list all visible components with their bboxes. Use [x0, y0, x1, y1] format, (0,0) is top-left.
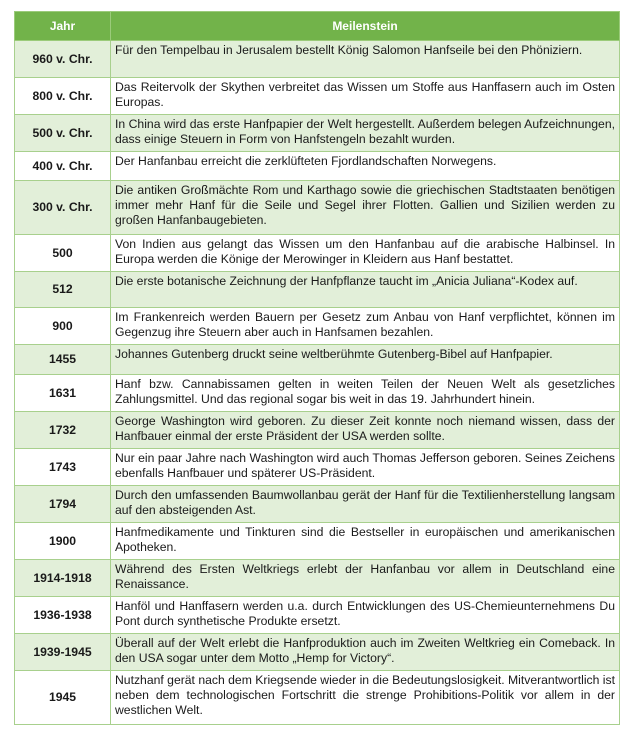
- table-row: [15, 597, 620, 634]
- milestone-cell: Der Hanfanbau erreicht die zerklüfteten Fjordlandschaften Norwegens.: [111, 152, 620, 181]
- table-row: [15, 449, 620, 486]
- year-cell: 900: [15, 308, 111, 345]
- milestone-cell: Nutzhanf gerät nach dem Kriegsende wieder in die Bedeutungslosigkeit. Mitverantwortlich ist neben dem technologischen Fortschritt die strenge Prohibitions-Politik vor allem in der westlichen Welt.: [111, 671, 620, 725]
- milestone-cell: Die antiken Großmächte Rom und Karthago sowie die griechischen Stadtstaaten benötigen immer mehr Hanf für die Seile und Segel ihrer Flotten. Gallien und Sizilien werden zu großen Hanfanbaugebieten.: [111, 181, 620, 235]
- milestone-cell: Hanföl und Hanffasern werden u.a. durch Entwicklungen des US-Chemieunternehmens Du Pont durch synthetische Produkte ersetzt.: [111, 597, 620, 634]
- year-cell: 1945: [15, 671, 111, 725]
- milestone-cell: Von Indien aus gelangt das Wissen um den Hanfanbau auf die arabische Halbinsel. In Europa werden die Könige der Merowinger in Kleidern aus Hanf bestattet.: [111, 235, 620, 272]
- table-row: [15, 308, 620, 345]
- milestone-cell: Johannes Gutenberg druckt seine weltberühmte Gutenberg-Bibel auf Hanfpapier.: [111, 345, 620, 375]
- milestone-cell: Hanfmedikamente und Tinkturen sind die Bestseller in europäischen und amerikanischen Apotheken.: [111, 523, 620, 560]
- milestone-cell: Die erste botanische Zeichnung der Hanfpflanze taucht im „Anicia Juliana“-Kodex auf.: [111, 272, 620, 308]
- year-cell: 1914-1918: [15, 560, 111, 597]
- table-row: [15, 152, 620, 181]
- milestone-cell: Überall auf der Welt erlebt die Hanfproduktion auch im Zweiten Weltkrieg ein Comeback. In den USA sogar unter dem Motto „Hemp for Victory“.: [111, 634, 620, 671]
- milestone-cell: Im Frankenreich werden Bauern per Gesetz zum Anbau von Hanf verpflichtet, können im Gegenzug ihre Steuern aber auch in Hanfsamen bezahlen.: [111, 308, 620, 345]
- table-row: [15, 523, 620, 560]
- year-cell: 1631: [15, 375, 111, 412]
- table-row: [15, 181, 620, 235]
- table-row: [15, 345, 620, 375]
- milestone-cell: Durch den umfassenden Baumwollanbau gerät der Hanf für die Textilienherstellung langsam auf den absteigenden Ast.: [111, 486, 620, 523]
- timeline-table: [14, 11, 620, 725]
- year-cell: 512: [15, 272, 111, 308]
- header-year: Jahr: [15, 12, 111, 41]
- table-header: [15, 12, 620, 41]
- year-cell: 1743: [15, 449, 111, 486]
- milestone-cell: Hanf bzw. Cannabissamen gelten in weiten Teilen der Neuen Welt als gesetzliches Zahlungsmittel. Und das regional sogar bis weit in das 19. Jahrhundert hinein.: [111, 375, 620, 412]
- year-cell: 1900: [15, 523, 111, 560]
- table-row: [15, 560, 620, 597]
- year-cell: 1939-1945: [15, 634, 111, 671]
- header-row: [15, 12, 620, 41]
- table-row: [15, 634, 620, 671]
- table-row: [15, 375, 620, 412]
- year-cell: 1732: [15, 412, 111, 449]
- table-row: [15, 115, 620, 152]
- table-row: [15, 41, 620, 78]
- year-cell: 960 v. Chr.: [15, 41, 111, 78]
- milestone-cell: George Washington wird geboren. Zu dieser Zeit konnte noch niemand wissen, dass der Hanfbauer einmal der erste Präsident der USA werden sollte.: [111, 412, 620, 449]
- milestone-cell: Nur ein paar Jahre nach Washington wird auch Thomas Jefferson geboren. Seines Zeichens ebenfalls Hanfbauer und späterer US-Präsident.: [111, 449, 620, 486]
- table-row: [15, 235, 620, 272]
- year-cell: 500 v. Chr.: [15, 115, 111, 152]
- year-cell: 300 v. Chr.: [15, 181, 111, 235]
- table-row: [15, 78, 620, 115]
- year-cell: 1936-1938: [15, 597, 111, 634]
- header-milestone: Meilenstein: [111, 12, 620, 41]
- milestone-cell: In China wird das erste Hanfpapier der Welt hergestellt. Außerdem belegen Aufzeichnungen, dass einige Steuern in Form von Hanfstengeln bezahlt wurden.: [111, 115, 620, 152]
- table-body: [15, 41, 620, 725]
- milestone-cell: Während des Ersten Weltkriegs erlebt der Hanfanbau vor allem in Deutschland eine Renaissance.: [111, 560, 620, 597]
- year-cell: 1455: [15, 345, 111, 375]
- table-row: [15, 671, 620, 725]
- year-cell: 1794: [15, 486, 111, 523]
- milestone-cell: Das Reitervolk der Skythen verbreitet das Wissen um Stoffe aus Hanffasern auch im Osten Europas.: [111, 78, 620, 115]
- milestone-cell: Für den Tempelbau in Jerusalem bestellt König Salomon Hanfseile bei den Phöniziern.: [111, 41, 620, 78]
- year-cell: 800 v. Chr.: [15, 78, 111, 115]
- table-row: [15, 486, 620, 523]
- table-row: [15, 412, 620, 449]
- year-cell: 500: [15, 235, 111, 272]
- year-cell: 400 v. Chr.: [15, 152, 111, 181]
- table-row: [15, 272, 620, 308]
